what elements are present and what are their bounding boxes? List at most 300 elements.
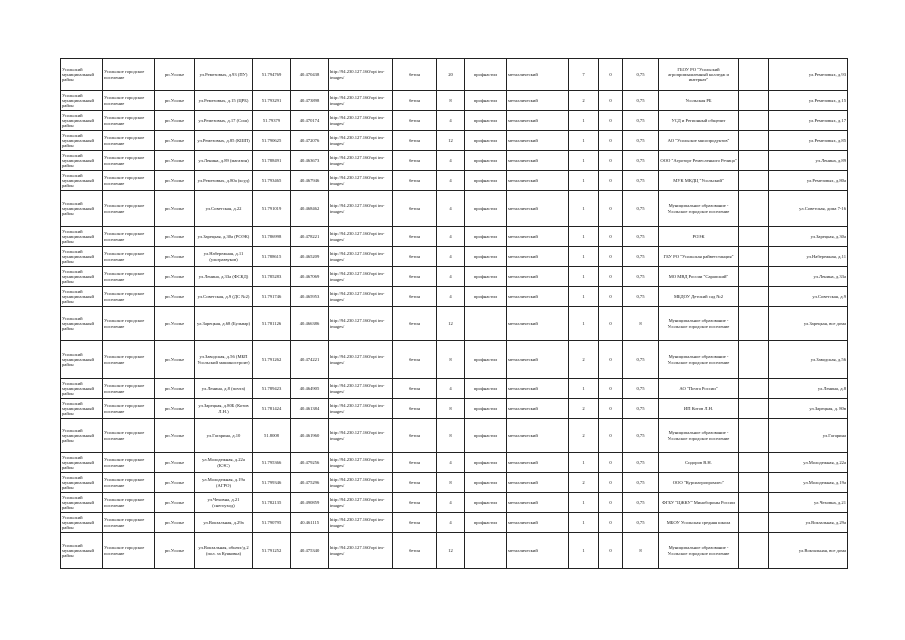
cell-settlement: Усольское городское поселение	[103, 111, 155, 131]
cell-client: ФГБУ "ЦЖКУ" Минобороны России	[659, 493, 739, 513]
cell-settlement: Усольское городское поселение	[103, 513, 155, 533]
cell-blank	[739, 287, 769, 307]
cell-base: профнастил	[465, 379, 507, 399]
cell-served: ул.Ремезовых, д.93	[769, 59, 848, 91]
cell-link: http://94.230.127.160/opt im-images/	[329, 171, 393, 191]
cell-address: ул.Ленина, д.89 (магазин)	[195, 151, 253, 171]
cell-volume: 0	[599, 473, 623, 493]
table-row	[61, 307, 848, 341]
table-row	[61, 419, 848, 453]
cell-settlement: Усольское городское поселение	[103, 493, 155, 513]
cell-holder: 0,75	[623, 171, 659, 191]
cell-blank	[739, 267, 769, 287]
cell-served: ул.Гагарина	[769, 419, 848, 453]
cell-district: Усольский муниципальный район	[61, 227, 103, 247]
cell-area: 8	[437, 91, 465, 111]
cell-served: ул.Ремезовых, д.80а	[769, 171, 848, 191]
cell-address: ул.Ленина, д.33а (ФСКД)	[195, 267, 253, 287]
cell-address: ул.Ремезовых, д.85 (КШП)	[195, 131, 253, 151]
cell-served: ул.Молодежная, д.22а	[769, 453, 848, 473]
cell-fence: металлический	[507, 171, 569, 191]
cell-material: бетон	[393, 399, 437, 419]
cell-holder: 0,75	[623, 379, 659, 399]
cell-area: 4	[437, 493, 465, 513]
cell-blank	[739, 91, 769, 111]
cell-settlement: Усольское городское поселение	[103, 379, 155, 399]
cell-client: Усольская РБ	[659, 91, 739, 111]
cell-district: Усольский муниципальный район	[61, 341, 103, 379]
cell-client: ИП Котов Л.Н.	[659, 399, 739, 419]
cell-blank	[739, 247, 769, 267]
cell-locality: рп.Усолье	[155, 171, 195, 191]
cell-client: Сидоров В.Н.	[659, 453, 739, 473]
cell-area: 4	[437, 247, 465, 267]
cell-lon: 40.466386	[291, 307, 329, 341]
table-row	[61, 151, 848, 171]
cell-served: ул.Вокзальная, д.29а	[769, 513, 848, 533]
cell-material: бетон	[393, 419, 437, 453]
cell-containers: 1	[569, 227, 599, 247]
cell-lon: 40.467946	[291, 171, 329, 191]
cell-district: Усольский муниципальный район	[61, 453, 103, 473]
cell-area: 8	[437, 399, 465, 419]
table-row	[61, 267, 848, 287]
cell-locality: рп.Усолье	[155, 399, 195, 419]
cell-client: ГБУ РО "Усольская райветстанция"	[659, 247, 739, 267]
cell-lon: 40.461960	[291, 419, 329, 453]
cell-volume: 0	[599, 111, 623, 131]
cell-containers: 1	[569, 111, 599, 131]
cell-blank	[739, 111, 769, 131]
cell-served: ул.Зарецкая, д.30а	[769, 227, 848, 247]
cell-settlement: Усольское городское поселение	[103, 59, 155, 91]
cell-base: профнастил	[465, 247, 507, 267]
cell-lon: 40.478221	[291, 227, 329, 247]
cell-lon: 40.470438	[291, 59, 329, 91]
table-row	[61, 91, 848, 111]
cell-lon: 40.464905	[291, 379, 329, 399]
cell-base: профнастил	[465, 171, 507, 191]
cell-blank	[739, 171, 769, 191]
cell-containers: 2	[569, 341, 599, 379]
cell-locality: рп.Усолье	[155, 227, 195, 247]
cell-material: бетон	[393, 151, 437, 171]
cell-blank	[739, 131, 769, 151]
cell-locality: рп.Усолье	[155, 131, 195, 151]
cell-lat: 51.795366	[253, 453, 291, 473]
cell-client: Муниципальное образование - Усольское городское поселение	[659, 341, 739, 379]
cell-locality: рп.Усолье	[155, 247, 195, 267]
cell-link: http://94.230.127.160/opt im-images/	[329, 267, 393, 287]
cell-containers: 1	[569, 267, 599, 287]
cell-containers: 1	[569, 453, 599, 473]
cell-lat: 51.785283	[253, 267, 291, 287]
cell-holder: 0,75	[623, 419, 659, 453]
cell-holder: 0,75	[623, 227, 659, 247]
cell-material: бетон	[393, 131, 437, 151]
cell-containers: 1	[569, 171, 599, 191]
cell-base: профнастил	[465, 111, 507, 131]
cell-locality: рп.Усолье	[155, 191, 195, 227]
cell-blank	[739, 493, 769, 513]
cell-fence: металлический	[507, 473, 569, 493]
cell-base: профнастил	[465, 513, 507, 533]
cell-district: Усольский муниципальный район	[61, 247, 103, 267]
cell-lat: 51.791252	[253, 533, 291, 569]
cell-fence: металлический	[507, 191, 569, 227]
cell-address: ул.Чеховна, д.21 (снегоуход)	[195, 493, 253, 513]
table-row	[61, 111, 848, 131]
cell-containers: 1	[569, 307, 599, 341]
cell-link: http://94.230.127.160/opt im-images/	[329, 247, 393, 267]
cell-served: ул.Ремезовых, д.17	[769, 111, 848, 131]
cell-district: Усольский муниципальный район	[61, 131, 103, 151]
cell-served: ул.Зарецкая, все дома	[769, 307, 848, 341]
cell-address: ул.Зарецкая, д.30а (РОЭК)	[195, 227, 253, 247]
cell-client: ООО "Курсиагропромлес"	[659, 473, 739, 493]
cell-client: МО МВД России "Сарапский"	[659, 267, 739, 287]
cell-client: Муниципальное образование - Усольское городское поселение	[659, 533, 739, 569]
cell-link: http://94.230.127.160/opt im-images/	[329, 453, 393, 473]
cell-district: Усольский муниципальный район	[61, 111, 103, 131]
cell-lon: 40.475340	[291, 533, 329, 569]
cell-material: бетон	[393, 533, 437, 569]
cell-containers: 2	[569, 473, 599, 493]
cell-area: 4	[437, 453, 465, 473]
cell-material: бетон	[393, 191, 437, 227]
cell-lat: 51.786998	[253, 227, 291, 247]
cell-served: ул.Зарецкая, д. 80в	[769, 399, 848, 419]
cell-containers: 1	[569, 247, 599, 267]
cell-fence: металлический	[507, 287, 569, 307]
cell-lon: 40.490859	[291, 493, 329, 513]
cell-district: Усольский муниципальный район	[61, 171, 103, 191]
cell-fence: металлический	[507, 247, 569, 267]
cell-holder: 0,75	[623, 453, 659, 473]
cell-settlement: Усольское городское поселение	[103, 247, 155, 267]
cell-blank	[739, 227, 769, 247]
cell-volume: 0	[599, 151, 623, 171]
cell-fence: металлический	[507, 227, 569, 247]
cell-area: 4	[437, 513, 465, 533]
cell-district: Усольский муниципальный район	[61, 533, 103, 569]
cell-area: 4	[437, 267, 465, 287]
cell-district: Усольский муниципальный район	[61, 399, 103, 419]
cell-volume: 0	[599, 493, 623, 513]
cell-lat: 51.789423	[253, 379, 291, 399]
cell-lat: 51.793291	[253, 91, 291, 111]
cell-settlement: Усольское городское поселение	[103, 533, 155, 569]
cell-area: 4	[437, 227, 465, 247]
cell-locality: рп.Усолье	[155, 287, 195, 307]
cell-address: ул.Советская, д.22	[195, 191, 253, 227]
cell-containers: 7	[569, 59, 599, 91]
cell-lon: 40.472076	[291, 131, 329, 151]
cell-lat: 51.782135	[253, 493, 291, 513]
cell-settlement: Усольское городское поселение	[103, 191, 155, 227]
cell-served: ул.Ленина, д.89	[769, 151, 848, 171]
cell-district: Усольский муниципальный район	[61, 493, 103, 513]
cell-base	[465, 533, 507, 569]
cell-settlement: Усольское городское поселение	[103, 453, 155, 473]
cell-locality: рп.Усолье	[155, 59, 195, 91]
cell-lat: 51.788491	[253, 151, 291, 171]
cell-district: Усольский муниципальный район	[61, 419, 103, 453]
cell-settlement: Усольское городское поселение	[103, 399, 155, 419]
cell-link: http://94.230.127.160/opt im-images/	[329, 227, 393, 247]
cell-served: ул.Заводская, д.56	[769, 341, 848, 379]
cell-material: бетон	[393, 267, 437, 287]
cell-fence: металлический	[507, 493, 569, 513]
cell-fence: металлический	[507, 59, 569, 91]
cell-client: АО "Усольское мясопродуктов"	[659, 131, 739, 151]
cell-area: 8	[437, 473, 465, 493]
table-row	[61, 473, 848, 493]
cell-district: Усольский муниципальный район	[61, 91, 103, 111]
cell-link: http://94.230.127.160/opt im-images/	[329, 307, 393, 341]
cell-holder: 0,75	[623, 267, 659, 287]
cell-lon: 40.465209	[291, 247, 329, 267]
cell-area: 4	[437, 171, 465, 191]
cell-lat: 51.781126	[253, 307, 291, 341]
cell-address: ул.Ремезовых, д.15 (ЦРБ)	[195, 91, 253, 111]
cell-address: ул.Молодежная, д.22а (КЭС)	[195, 453, 253, 473]
cell-link: http://94.230.127.160/opt im-images/	[329, 151, 393, 171]
cell-link: http://94.230.127.160/opt im-images/	[329, 341, 393, 379]
cell-served: ул.Ленина, д.33а	[769, 267, 848, 287]
cell-locality: рп.Усолье	[155, 111, 195, 131]
cell-settlement: Усольское городское поселение	[103, 287, 155, 307]
cell-link: http://94.230.127.160/opt im-images/	[329, 379, 393, 399]
cell-holder: 0,75	[623, 91, 659, 111]
cell-address: ул.Заводская, д.56 (МБП Усольский машиностроит)	[195, 341, 253, 379]
cell-address: ул.Советская, д.9 (ДС №2)	[195, 287, 253, 307]
cell-address: ул.Ремезовых, д.17 (Сош)	[195, 111, 253, 131]
cell-lat: 51.790625	[253, 131, 291, 151]
cell-blank	[739, 419, 769, 453]
cell-client: МБОУ Усольская средняя школа	[659, 513, 739, 533]
cell-link: http://94.230.127.160/opt im-images/	[329, 513, 393, 533]
cell-settlement: Усольское городское поселение	[103, 341, 155, 379]
cell-address: ул.Вокзальная, обьект/д.2 (пол. за Куяковка)	[195, 533, 253, 569]
cell-settlement: Усольское городское поселение	[103, 151, 155, 171]
cell-lon: 40.474221	[291, 341, 329, 379]
cell-address: ул.Набережная, д.11 (ультразвуков)	[195, 247, 253, 267]
cell-volume: 0	[599, 307, 623, 341]
cell-base: профнастил	[465, 419, 507, 453]
cell-containers: 1	[569, 151, 599, 171]
cell-lon: 40.461115	[291, 513, 329, 533]
cell-material: бетон	[393, 307, 437, 341]
cell-holder: 8	[623, 307, 659, 341]
cell-client: Муниципальное образование - Усольское городское поселение	[659, 191, 739, 227]
cell-holder: 0,75	[623, 59, 659, 91]
table-row	[61, 59, 848, 91]
cell-address: ул.Ремезовых, д.93 (ПУ)	[195, 59, 253, 91]
cell-material: бетон	[393, 171, 437, 191]
cell-volume: 0	[599, 171, 623, 191]
cell-address: ул.Молодежная, д.19а (АГРО)	[195, 473, 253, 493]
cell-area: 4	[437, 191, 465, 227]
cell-volume: 0	[599, 191, 623, 227]
cell-district: Усольский муниципальный район	[61, 307, 103, 341]
cell-volume: 0	[599, 379, 623, 399]
cell-locality: рп.Усолье	[155, 91, 195, 111]
cell-link: http://94.230.127.160/opt im-images/	[329, 191, 393, 227]
cell-holder: 0,75	[623, 493, 659, 513]
cell-locality: рп.Усолье	[155, 513, 195, 533]
cell-settlement: Усольское городское поселение	[103, 131, 155, 151]
cell-district: Усольский муниципальный район	[61, 59, 103, 91]
cell-containers: 1	[569, 533, 599, 569]
cell-containers: 2	[569, 399, 599, 419]
cell-served: ул.Молодежная, д.19а	[769, 473, 848, 493]
table-row	[61, 247, 848, 267]
cell-settlement: Усольское городское поселение	[103, 227, 155, 247]
cell-volume: 0	[599, 91, 623, 111]
cell-district: Усольский муниципальный район	[61, 267, 103, 287]
cell-blank	[739, 151, 769, 171]
cell-locality: рп.Усолье	[155, 473, 195, 493]
cell-base: профнастил	[465, 473, 507, 493]
cell-district: Усольский муниципальный район	[61, 379, 103, 399]
cell-material: бетон	[393, 473, 437, 493]
cell-lon: 40.463673	[291, 151, 329, 171]
cell-volume: 0	[599, 341, 623, 379]
cell-containers: 1	[569, 287, 599, 307]
table-row	[61, 171, 848, 191]
cell-material: бетон	[393, 453, 437, 473]
cell-containers: 2	[569, 419, 599, 453]
table-row	[61, 191, 848, 227]
cell-volume: 0	[599, 227, 623, 247]
cell-containers: 1	[569, 493, 599, 513]
table-row	[61, 379, 848, 399]
cell-material: бетон	[393, 341, 437, 379]
cell-blank	[739, 453, 769, 473]
cell-base: профнастил	[465, 131, 507, 151]
cell-served: ул.Советская, дома 7-16	[769, 191, 848, 227]
cell-material: бетон	[393, 227, 437, 247]
cell-area: 12	[437, 307, 465, 341]
cell-fence: металлический	[507, 341, 569, 379]
cell-link: http://94.230.127.160/opt im-images/	[329, 111, 393, 131]
cell-material: бетон	[393, 513, 437, 533]
cell-fence: металлический	[507, 533, 569, 569]
cell-holder: 0,75	[623, 513, 659, 533]
table-row	[61, 453, 848, 473]
cell-base: профнастил	[465, 267, 507, 287]
cell-volume: 0	[599, 399, 623, 419]
cell-link: http://94.230.127.160/opt im-images/	[329, 473, 393, 493]
cell-client: МБДОУ Детский сад №2	[659, 287, 739, 307]
cell-volume: 0	[599, 533, 623, 569]
cell-area: 4	[437, 379, 465, 399]
cell-base: профнастил	[465, 227, 507, 247]
cell-lat: 51.791746	[253, 287, 291, 307]
cell-locality: рп.Усолье	[155, 533, 195, 569]
cell-holder: 0,75	[623, 287, 659, 307]
cell-link: http://94.230.127.160/opt im-images/	[329, 493, 393, 513]
cell-settlement: Усольское городское поселение	[103, 267, 155, 287]
cell-blank	[739, 59, 769, 91]
cell-settlement: Усольское городское поселение	[103, 91, 155, 111]
cell-locality: рп.Усолье	[155, 379, 195, 399]
cell-blank	[739, 473, 769, 493]
cell-base: профнастил	[465, 151, 507, 171]
table-row	[61, 131, 848, 151]
cell-locality: рп.Усолье	[155, 453, 195, 473]
cell-address: ул.Вокзальная, д.29а	[195, 513, 253, 533]
cell-settlement: Усольское городское поселение	[103, 307, 155, 341]
table-row	[61, 513, 848, 533]
cell-lat: 51.781424	[253, 399, 291, 419]
cell-fence: металлический	[507, 151, 569, 171]
cell-holder: 0,75	[623, 191, 659, 227]
cell-base: профнастил	[465, 191, 507, 227]
cell-lat: 51.79379	[253, 111, 291, 131]
cell-volume: 0	[599, 267, 623, 287]
cell-containers: 1	[569, 379, 599, 399]
waste-site-register-table	[60, 58, 848, 569]
cell-blank	[739, 399, 769, 419]
cell-address: ул.Зарецкая, д.68 (Бульвар)	[195, 307, 253, 341]
cell-locality: рп.Усолье	[155, 493, 195, 513]
cell-lat: 51.791019	[253, 191, 291, 227]
cell-material: бетон	[393, 493, 437, 513]
cell-containers: 2	[569, 91, 599, 111]
cell-lon: 40.467069	[291, 267, 329, 287]
cell-client: АО "Почта России"	[659, 379, 739, 399]
table-row	[61, 533, 848, 569]
cell-material: бетон	[393, 379, 437, 399]
cell-client: РОЭК	[659, 227, 739, 247]
cell-material: бетон	[393, 111, 437, 131]
cell-material: бетон	[393, 91, 437, 111]
cell-base	[465, 307, 507, 341]
cell-area: 4	[437, 287, 465, 307]
cell-blank	[739, 513, 769, 533]
cell-link: http://94.230.127.160/opt im-images/	[329, 91, 393, 111]
cell-base: профнастил	[465, 399, 507, 419]
cell-settlement: Усольское городское поселение	[103, 473, 155, 493]
cell-settlement: Усольское городское поселение	[103, 419, 155, 453]
cell-holder: 0,75	[623, 473, 659, 493]
cell-locality: рп.Усолье	[155, 267, 195, 287]
cell-lat: 51.790795	[253, 513, 291, 533]
cell-holder: 0,75	[623, 247, 659, 267]
cell-fence: металлический	[507, 419, 569, 453]
cell-base: профнастил	[465, 493, 507, 513]
cell-material: бетон	[393, 247, 437, 267]
cell-lon: 40.468462	[291, 191, 329, 227]
cell-lon: 40.461384	[291, 399, 329, 419]
cell-lat: 51.799346	[253, 473, 291, 493]
cell-material: бетон	[393, 59, 437, 91]
cell-area: 20	[437, 59, 465, 91]
cell-district: Усольский муниципальный район	[61, 473, 103, 493]
cell-lon: 40.479256	[291, 453, 329, 473]
cell-fence: металлический	[507, 307, 569, 341]
cell-lon: 40.470174	[291, 111, 329, 131]
cell-blank	[739, 307, 769, 341]
cell-locality: рп.Усолье	[155, 341, 195, 379]
cell-lon: 40.465953	[291, 287, 329, 307]
cell-base: профнастил	[465, 59, 507, 91]
cell-volume: 0	[599, 247, 623, 267]
cell-holder: 0,75	[623, 111, 659, 131]
cell-served: ул.Чеховна, д.21	[769, 493, 848, 513]
